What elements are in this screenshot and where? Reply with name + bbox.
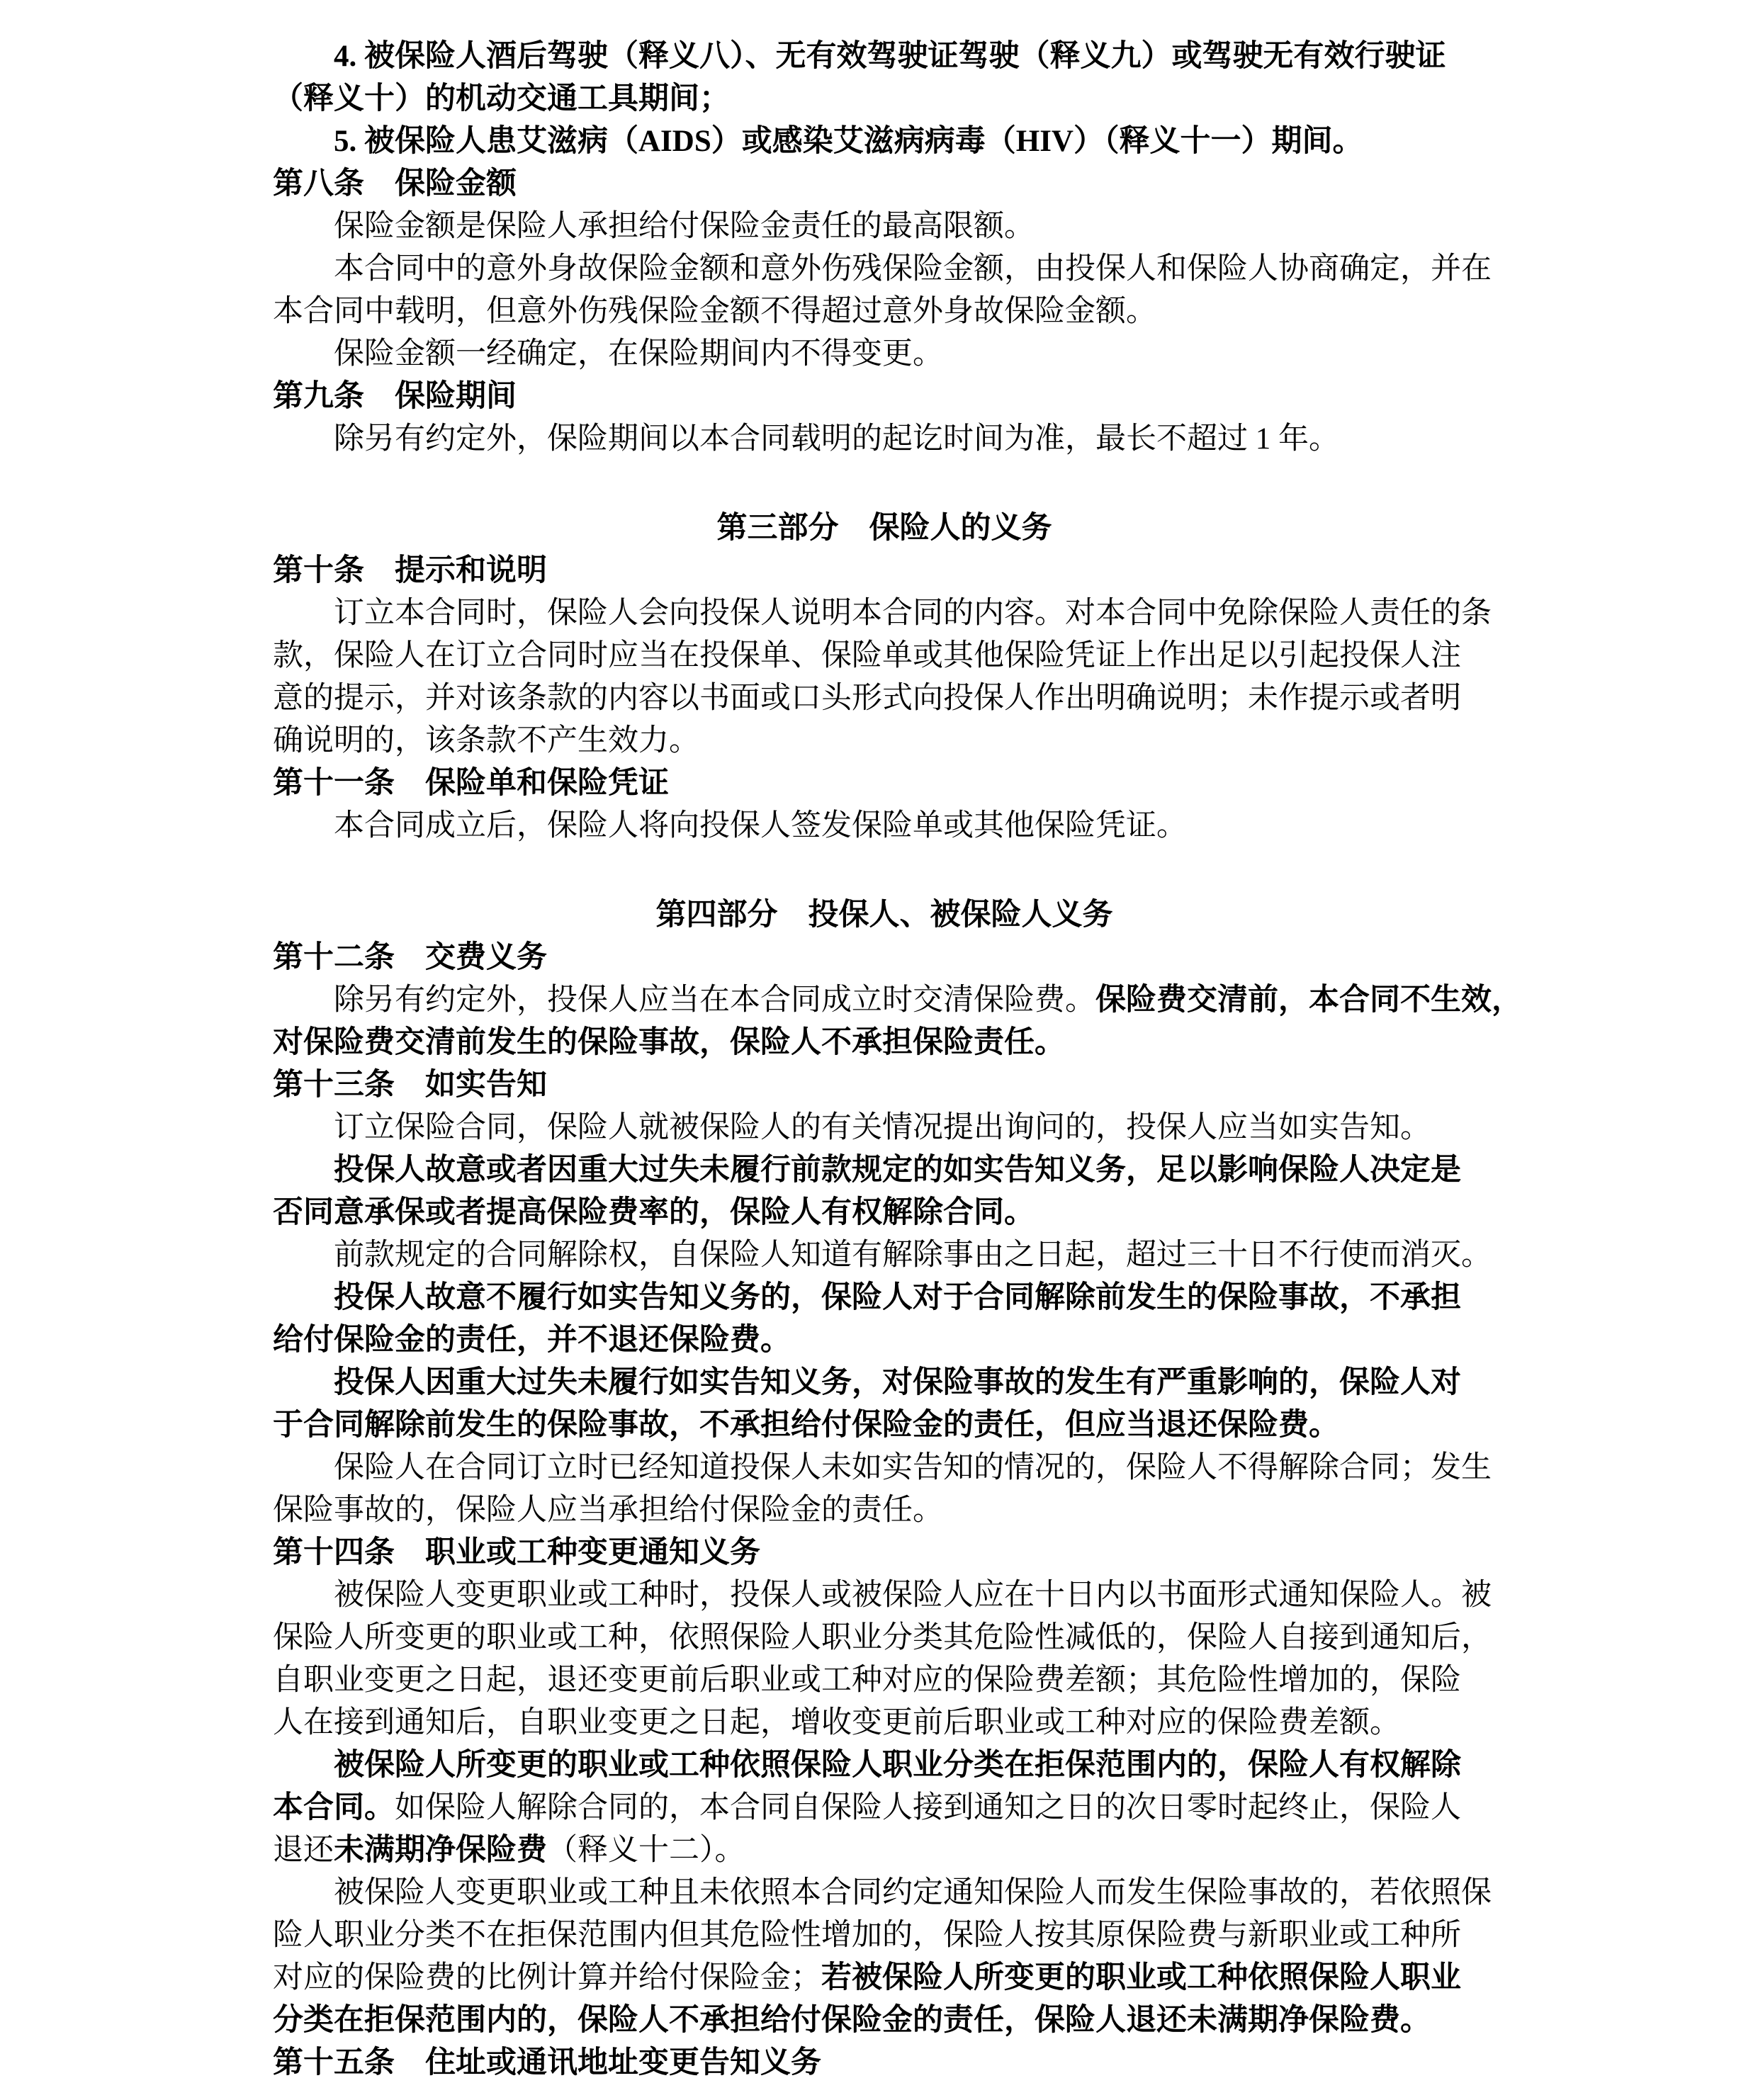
document-line [273,720,1496,762]
text-segment: 第四部分 投保人、被保险人义务 [655,898,1113,932]
document-line [273,1277,1496,1319]
document-line [273,35,1496,78]
document-line [273,1447,1496,1489]
document-line [273,805,1496,847]
document-line [273,1957,1496,1999]
text-segment: 保险金额是保险人承担给付保险金责任的最高限额。 [334,210,1035,243]
text-segment: 确说明的，该条款不产生效力。 [273,724,699,757]
document-line [273,1064,1496,1107]
text-segment: 订立本合同时，保险人会向投保人说明本合同的内容。对本合同中免除保险人责任的条 [334,597,1492,630]
text-segment: 第十二条 交费义务 [273,941,547,974]
text-segment: 被保险人变更职业或工种且未依照本合同约定通知保险人而发生保险事故的，若依照保 [334,1876,1492,1909]
text-segment: 本合同中的意外身故保险金额和意外伤残保险金额，由投保人和保险人协商确定，并在 [334,252,1492,286]
document-line [273,1659,1496,1702]
text-segment: 分类在拒保范围内的，保险人不承担给付保险金的责任，保险人退还未满期净保险费。 [273,2004,1431,2037]
document-line [273,120,1496,163]
text-segment: 第八条 保险金额 [273,167,517,201]
line-spacer [273,847,1496,894]
document-line [273,592,1496,635]
text-segment: 保险人在合同订立时已经知道投保人未如实告知的情况的，保险人不得解除合同；发生 [334,1451,1492,1484]
document-line [273,1617,1496,1659]
document-line [273,635,1496,677]
document-line [273,205,1496,248]
document-line [273,1362,1496,1404]
document-line [273,1574,1496,1617]
document-line [273,1532,1496,1574]
document-line [273,1404,1496,1447]
document-line [273,78,1496,120]
document-line [273,333,1496,376]
text-segment: 对保险费交清前发生的保险事故，保险人不承担保险责任。 [273,1026,1065,1059]
text-segment: 于合同解除前发生的保险事故，不承担给付保险金的责任，但应当退还保险费。 [273,1409,1339,1442]
text-segment: 险人职业分类不在拒保范围内但其危险性增加的，保险人按其原保险费与新职业或工种所 [273,1919,1461,1952]
text-segment: 投保人因重大过失未履行如实告知义务，对保险事故的发生有严重影响的，保险人对 [334,1366,1461,1399]
document-line [273,894,1496,937]
text-segment: 订立保险合同，保险人就被保险人的有关情况提出询问的，投保人应当如实告知。 [334,1111,1431,1144]
text-segment: 本合同。 [273,1791,395,1824]
text-segment: 5. 被保险人患艾滋病（AIDS）或感染艾滋病病毒（HIV）（释义十一）期间。 [334,125,1363,158]
text-segment: 对应的保险费的比例计算并给付保险金； [273,1961,821,1994]
text-segment: 除另有约定外，投保人应当在本合同成立时交清保险费。 [334,983,1095,1017]
text-segment: 意的提示，并对该条款的内容以书面或口头形式向投保人作出明确说明；未作提示或者明 [273,682,1461,715]
document-line [273,418,1496,461]
text-segment: 第十四条 职业或工种变更通知义务 [273,1536,760,1569]
document-line [273,376,1496,418]
text-segment: 退还 [273,1834,334,1867]
text-segment: 人在接到通知后，自职业变更之日起，增收变更前后职业或工种对应的保险费差额。 [273,1706,1400,1739]
document-line [273,1192,1496,1234]
document-line [273,979,1522,1022]
document-line [273,1107,1496,1149]
document-line [273,1787,1496,1829]
text-segment: 保险费交清前，本合同不生效， [1095,983,1522,1017]
document-line [273,248,1496,290]
document-line [273,507,1496,550]
line-spacer [273,461,1496,507]
text-segment: （释义十二）。 [547,1834,745,1867]
document-line [273,1489,1496,1532]
document-line [273,1234,1496,1277]
text-segment: 若被保险人所变更的职业或工种依照保险人职业 [821,1961,1461,1994]
text-segment: 第三部分 保险人的义务 [716,512,1052,545]
document-body [273,35,1522,2084]
document-line [273,290,1496,333]
document-line [273,1914,1496,1957]
text-segment: 第十一条 保险单和保险凭证 [273,767,669,800]
document-line [273,1999,1496,2042]
text-segment: 前款规定的合同解除权，自保险人知道有解除事由之日起，超过三十日不行使而消灭。 [334,1238,1492,1272]
document-line [273,937,1496,979]
document-line [273,163,1496,205]
text-segment: 第十三条 如实告知 [273,1068,547,1102]
document-line [273,1702,1496,1744]
document-line [273,1744,1496,1787]
text-segment: 第十五条 住址或通讯地址变更告知义务 [273,2046,821,2079]
text-segment: 未满期净保险费 [334,1834,547,1867]
text-segment: 本合同中载明，但意外伤残保险金额不得超过意外身故保险金额。 [273,295,1156,328]
text-segment: 被保险人变更职业或工种时，投保人或被保险人应在十日内以书面形式通知保险人。被 [334,1579,1492,1612]
text-segment: （释义十）的机动交通工具期间； [273,82,730,115]
text-segment: 保险事故的，保险人应当承担给付保险金的责任。 [273,1494,943,1527]
text-segment: 第十条 提示和说明 [273,554,547,587]
document-line [273,1319,1496,1362]
text-segment: 如保险人解除合同的，本合同自保险人接到通知之日的次日零时起终止，保险人 [395,1791,1461,1824]
text-segment: 保险人所变更的职业或工种，依照保险人职业分类其危险性减低的，保险人自接到通知后， [273,1621,1492,1654]
text-segment: 款，保险人在订立合同时应当在投保单、保险单或其他保险凭证上作出足以引起投保人注 [273,639,1461,672]
text-segment: 投保人故意不履行如实告知义务的，保险人对于合同解除前发生的保险事故，不承担 [334,1281,1461,1314]
document-line [273,550,1496,592]
document-line [273,762,1496,805]
text-segment: 给付保险金的责任，并不退还保险费。 [273,1323,791,1357]
document-line [273,1149,1496,1192]
text-segment: 本合同成立后，保险人将向投保人签发保险单或其他保险凭证。 [334,809,1187,842]
document-line [273,1829,1496,1872]
text-segment: 4. 被保险人酒后驾驶（释义八）、无有效驾驶证驾驶（释义九）或驾驶无有效行驶证 [334,40,1446,73]
document-line [273,677,1496,720]
text-segment: 除另有约定外，保险期间以本合同载明的起讫时间为准，最长不超过 1 年。 [334,422,1339,456]
text-segment: 否同意承保或者提高保险费率的，保险人有权解除合同。 [273,1196,1035,1229]
text-segment: 被保险人所变更的职业或工种依照保险人职业分类在拒保范围内的，保险人有权解除 [334,1749,1461,1782]
document-line [273,1022,1496,1064]
text-segment: 保险金额一经确定，在保险期间内不得变更。 [334,337,943,371]
document-line [273,1872,1496,1914]
text-segment: 自职业变更之日起，退还变更前后职业或工种对应的保险费差额；其危险性增加的，保险 [273,1664,1461,1697]
text-segment: 投保人故意或者因重大过失未履行前款规定的如实告知义务，足以影响保险人决定是 [334,1153,1461,1187]
document-line [273,2042,1496,2084]
text-segment: 第九条 保险期间 [273,380,517,413]
